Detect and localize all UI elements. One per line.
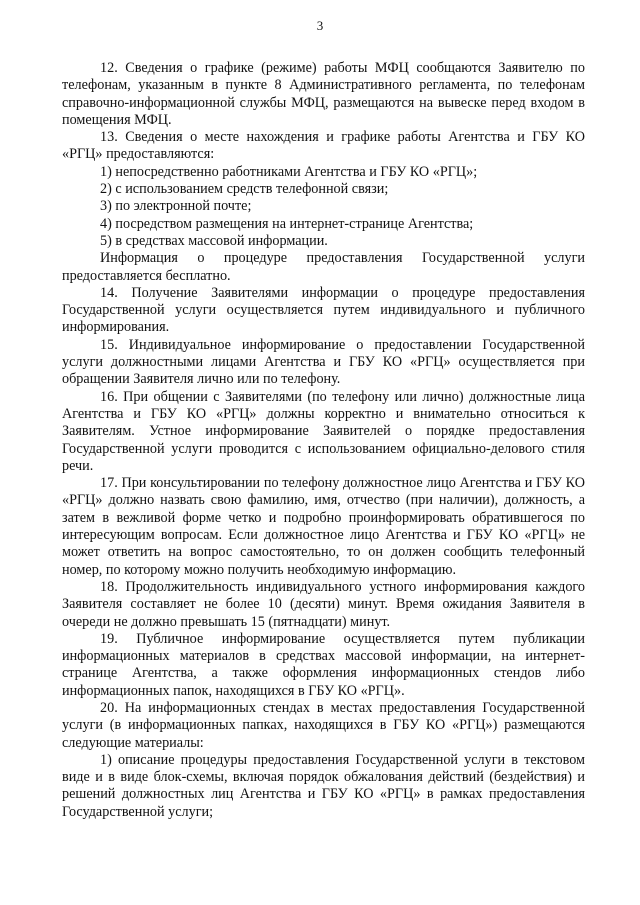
paragraph-18: 18. Продолжительность индивидуального устного информирования каждого Заявителя составляет не более 10 (десяти) минут. Время ожидания Заявителя в очереди не должно превышать 15 (пятнадцати) минут. [62,578,585,630]
list-item-13-3: 3) по электронной почте; [100,198,252,215]
list-item-20-1: 1) описание процедуры предоставления Государственной услуги в текстовом виде и в виде блок-схемы, включая порядок обжалования действий (бездействия) и решений должностных лиц Агентства и ГБУ КО «РГЦ» в рамках предоставления Государственной услуги; [62,751,585,820]
page-number: 3 [316,18,324,33]
paragraph-20: 20. На информационных стендах в местах предоставления Государственной услуги (в информационных папках, находящихся в ГБУ КО «РГЦ») размещаются следующие материалы: [62,699,585,751]
paragraph-13: 13. Сведения о месте нахождения и графике работы Агентства и ГБУ КО «РГЦ» предоставляются: [62,129,585,163]
list-item-13-1: 1) непосредственно работниками Агентства и ГБУ КО «РГЦ»; [100,163,478,180]
paragraph-17: 17. При консультировании по телефону должностное лицо Агентства и ГБУ КО «РГЦ» должно назвать свою фамилию, имя, отчество (при наличии), должность, а затем в вежливой форме четко и подробно проинформировать обратившегося по интересующим вопросам. Если должностное лицо Агентства и ГБУ КО «РГЦ» не может ответить на вопрос самостоятельно, то он должен сообщить телефонный номер, по которому можно получить необходимую информацию. [62,475,585,578]
paragraph-14: 14. Получение Заявителями информации о процедуре предоставления Государственной услуги осуществляется путем индивидуального и публичного информирования. [62,284,585,336]
paragraph-16: 16. При общении с Заявителями (по телефону или лично) должностные лица Агентства и ГБУ КО «РГЦ» должны корректно и внимательно относиться к Заявителям. Устное информирование Заявителей о порядке предоставления Государственной услуги проводится с использованием официально-делового стиля речи. [62,388,585,474]
paragraph-free-info: Информация о процедуре предоставления Государственной услуги предоставляется бесплатно. [62,250,585,284]
list-item-13-2: 2) с использованием средств телефонной связи; [100,181,389,198]
paragraph-15: 15. Индивидуальное информирование о предоставлении Государственной услуги должностными лицами Агентства и ГБУ КО «РГЦ» осуществляется при обращении Заявителя лично или по телефону. [62,336,585,388]
list-item-13-4: 4) посредством размещения на интернет-странице Агентства; [100,215,474,232]
paragraph-19: 19. Публичное информирование осуществляется путем публикации информационных материалов в средствах массовой информации, на интернет-странице Агентства, а также оформления информационных стендов либо информационных папок, находящихся в ГБУ КО «РГЦ». [62,630,585,699]
paragraph-12: 12. Сведения о графике (режиме) работы МФЦ сообщаются Заявителю по телефонам, указанным в пункте 8 Административного регламента, по телефонам справочно-информационной службы МФЦ, размещаются на вывеске перед входом в помещения МФЦ. [62,60,585,128]
document-body [62,60,585,821]
list-item-13-5: 5) в средствах массовой информации. [100,232,328,249]
